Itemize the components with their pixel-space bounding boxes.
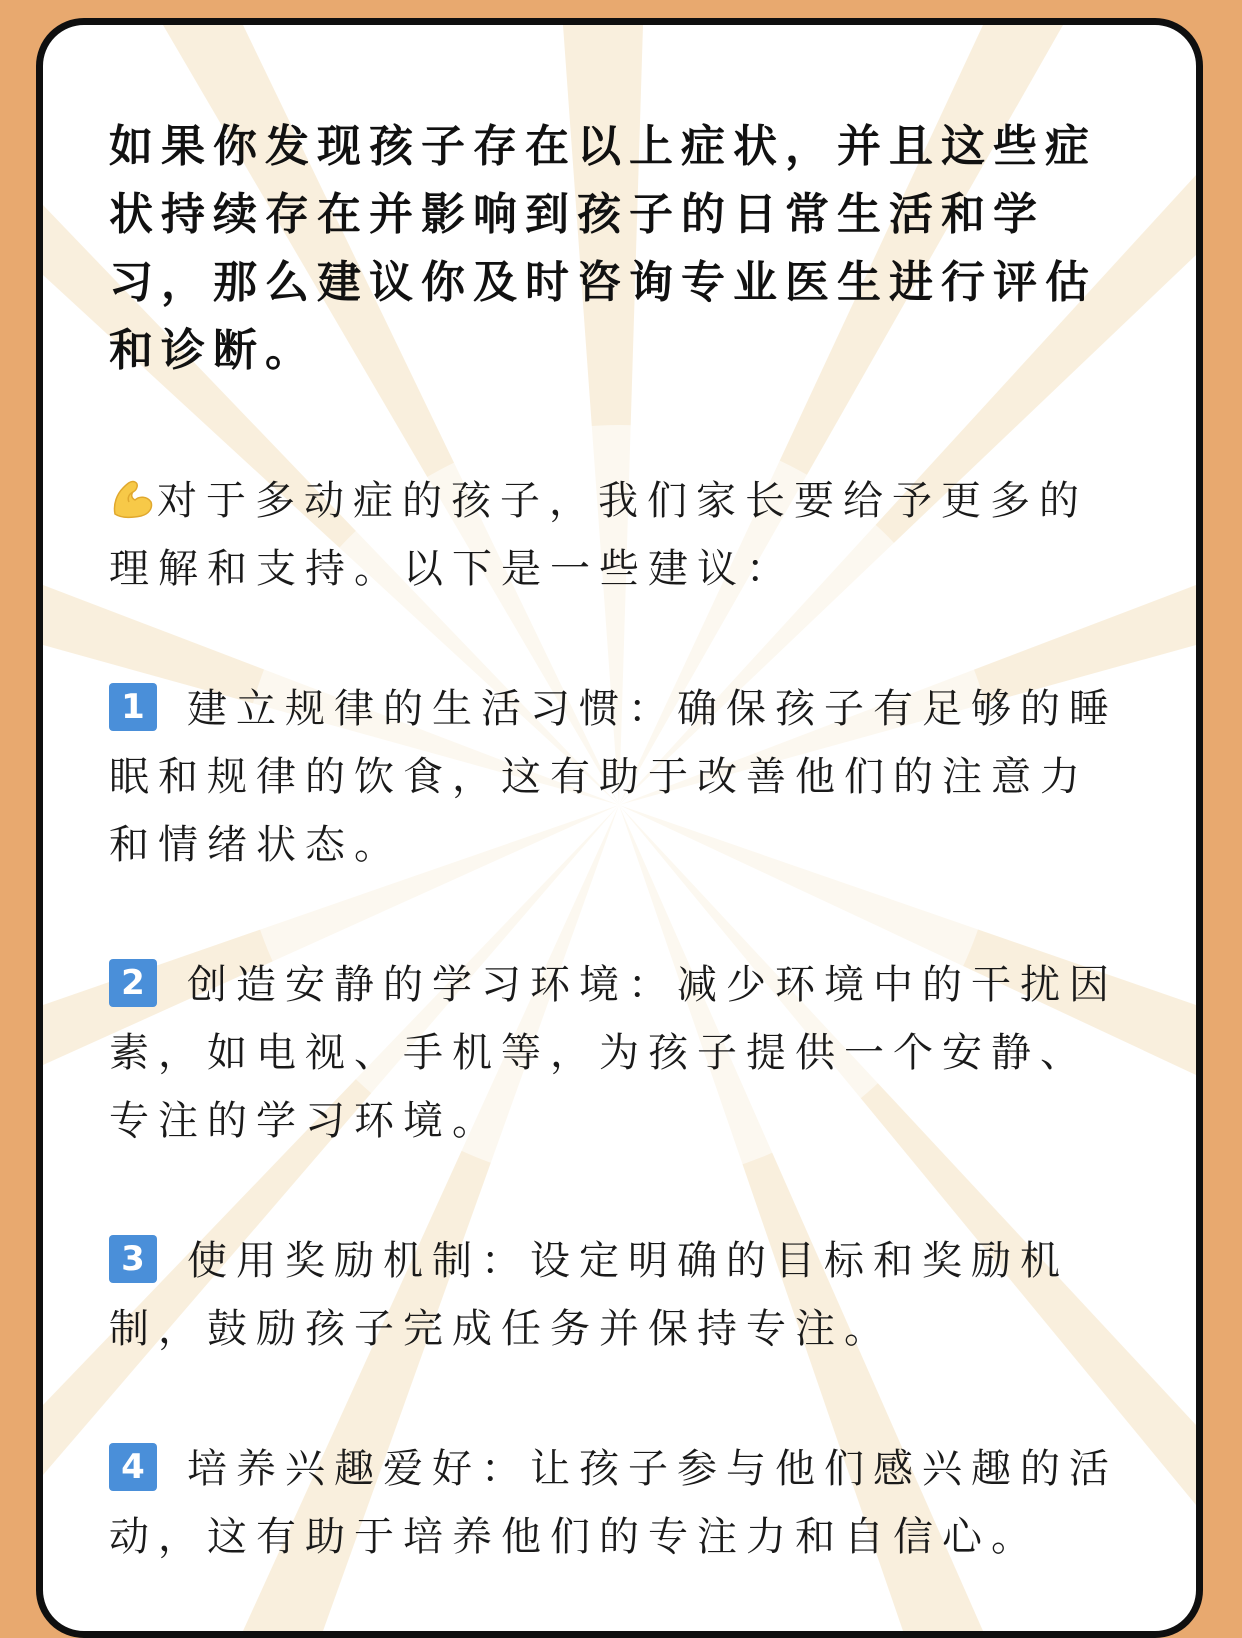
tip-text: 培养兴趣爱好：让孩子参与他们感兴趣的活动，这有助于培养他们的专注力和自信心。 bbox=[109, 1446, 1118, 1560]
tip-text: 创造安静的学习环境：减少环境中的干扰因素，如电视、手机等，为孩子提供一个安静、专注的学习环境。 bbox=[109, 962, 1118, 1144]
content-card bbox=[36, 18, 1203, 1638]
tip-item bbox=[109, 1227, 1119, 1363]
flexed-biceps-icon bbox=[109, 474, 155, 520]
lead-text: 对于多动症的孩子，我们家长要给予更多的理解和支持。以下是一些建议： bbox=[109, 478, 1088, 592]
number-badge: 1 bbox=[109, 683, 157, 731]
lead-paragraph bbox=[109, 467, 1119, 603]
tip-item bbox=[109, 675, 1119, 879]
article-body bbox=[109, 113, 1119, 1571]
number-badge: 4 bbox=[109, 1443, 157, 1491]
number-badge: 3 bbox=[109, 1235, 157, 1283]
tip-item bbox=[109, 951, 1119, 1155]
intro-paragraph: 如果你发现孩子存在以上症状，并且这些症状持续存在并影响到孩子的日常生活和学习，那么建议你及时咨询专业医生进行评估和诊断。 bbox=[109, 121, 1097, 376]
tip-item bbox=[109, 1435, 1119, 1571]
tip-text: 使用奖励机制：设定明确的目标和奖励机制，鼓励孩子完成任务并保持专注。 bbox=[109, 1238, 1069, 1352]
tip-text: 建立规律的生活习惯：确保孩子有足够的睡眠和规律的饮食，这有助于改善他们的注意力和情绪状态。 bbox=[109, 686, 1118, 868]
number-badge: 2 bbox=[109, 959, 157, 1007]
